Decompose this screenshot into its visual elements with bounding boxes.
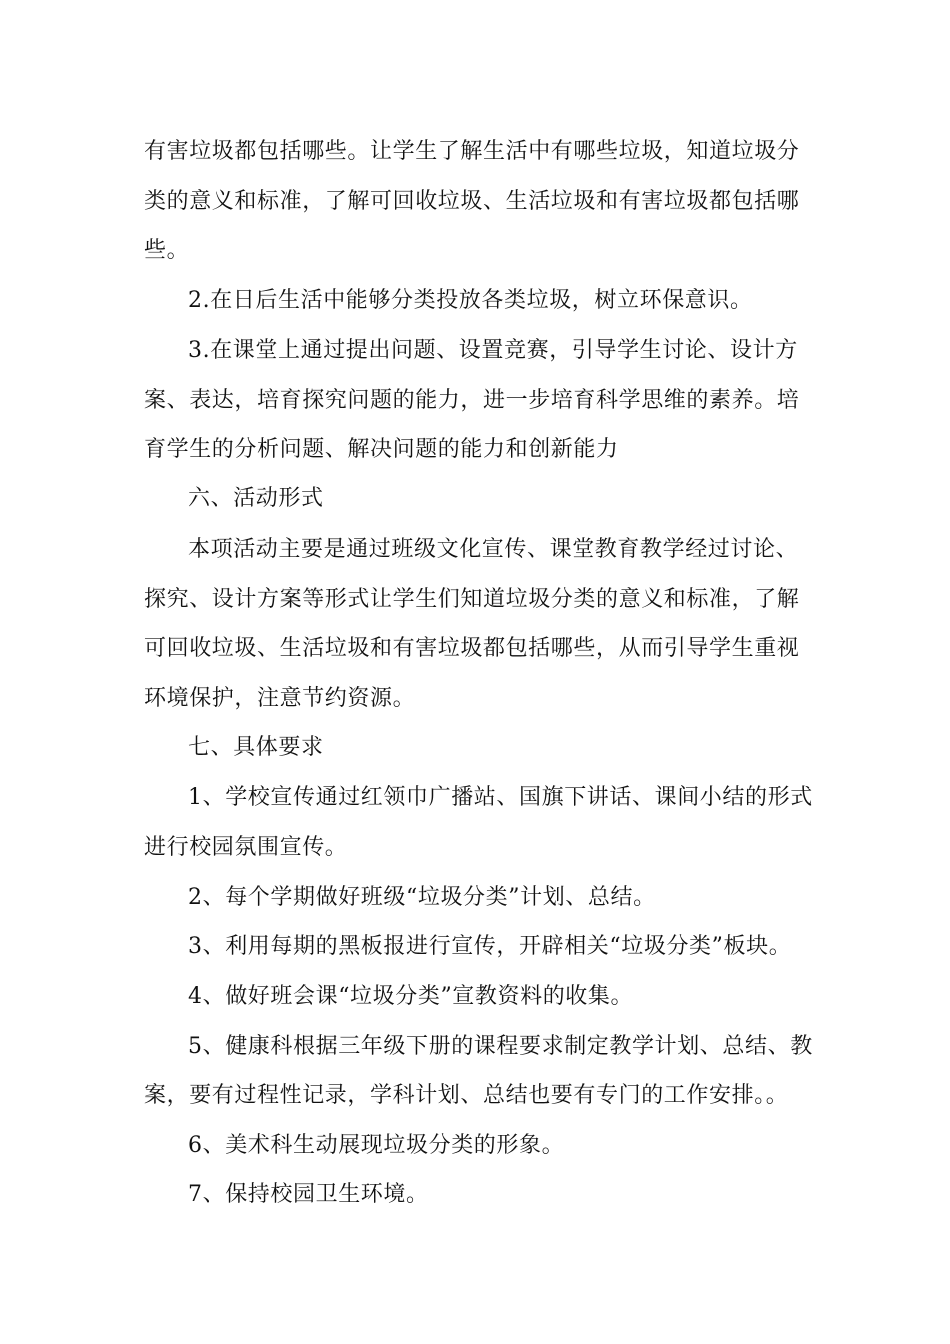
text-line: 2、每个学期做好班级“垃圾分类”计划、总结。 — [188, 885, 656, 910]
text-line: 3.在课堂上通过提出问题、设置竞赛，引导学生讨论、设计方 — [188, 338, 798, 363]
text-line: 有害垃圾都包括哪些。让学生了解生活中有哪些垃圾，知道垃圾分 — [144, 139, 800, 164]
text-line: 进行校园氛围宣传。 — [144, 835, 348, 860]
text-line: 案，要有过程性记录，学科计划、总结也要有专门的工作安排。。 — [144, 1083, 789, 1108]
text-line: 些。 — [144, 238, 190, 263]
text-line: 1、学校宣传通过红领巾广播站、国旗下讲话、课间小结的形式 — [188, 785, 813, 810]
text-line: 探究、设计方案等形式让学生们知道垃圾分类的意义和标准，了解 — [144, 587, 800, 612]
text-line: 2.在日后生活中能够分类投放各类垃圾，树立环保意识。 — [188, 288, 753, 313]
text-line: 案、表达，培育探究问题的能力，进一步培育科学思维的素养。培 — [144, 388, 800, 413]
text-line: 7、保持校园卫生环境。 — [188, 1182, 429, 1207]
text-line: 5、健康科根据三年级下册的课程要求制定教学计划、总结、教 — [188, 1034, 813, 1059]
text-line: 3、利用每期的黑板报进行宣传，开辟相关“垃圾分类”板块。 — [188, 934, 792, 959]
text-line: 4、做好班会课“垃圾分类”宣教资料的收集。 — [188, 984, 634, 1009]
text-line: 环境保护，注意节约资源。 — [144, 686, 416, 711]
text-line: 6、美术科生动展现垃圾分类的形象。 — [188, 1133, 565, 1158]
text-line: 可回收垃圾、生活垃圾和有害垃圾都包括哪些，从而引导学生重视 — [144, 636, 800, 661]
text-line: 本项活动主要是通过班级文化宣传、课堂教育教学经过讨论、 — [188, 537, 799, 562]
text-line: 类的意义和标准，了解可回收垃圾、生活垃圾和有害垃圾都包括哪 — [144, 189, 800, 214]
section-heading: 六、活动形式 — [188, 486, 324, 511]
text-line: 育学生的分析问题、解决问题的能力和创新能力 — [144, 437, 619, 462]
section-heading: 七、具体要求 — [188, 735, 324, 760]
